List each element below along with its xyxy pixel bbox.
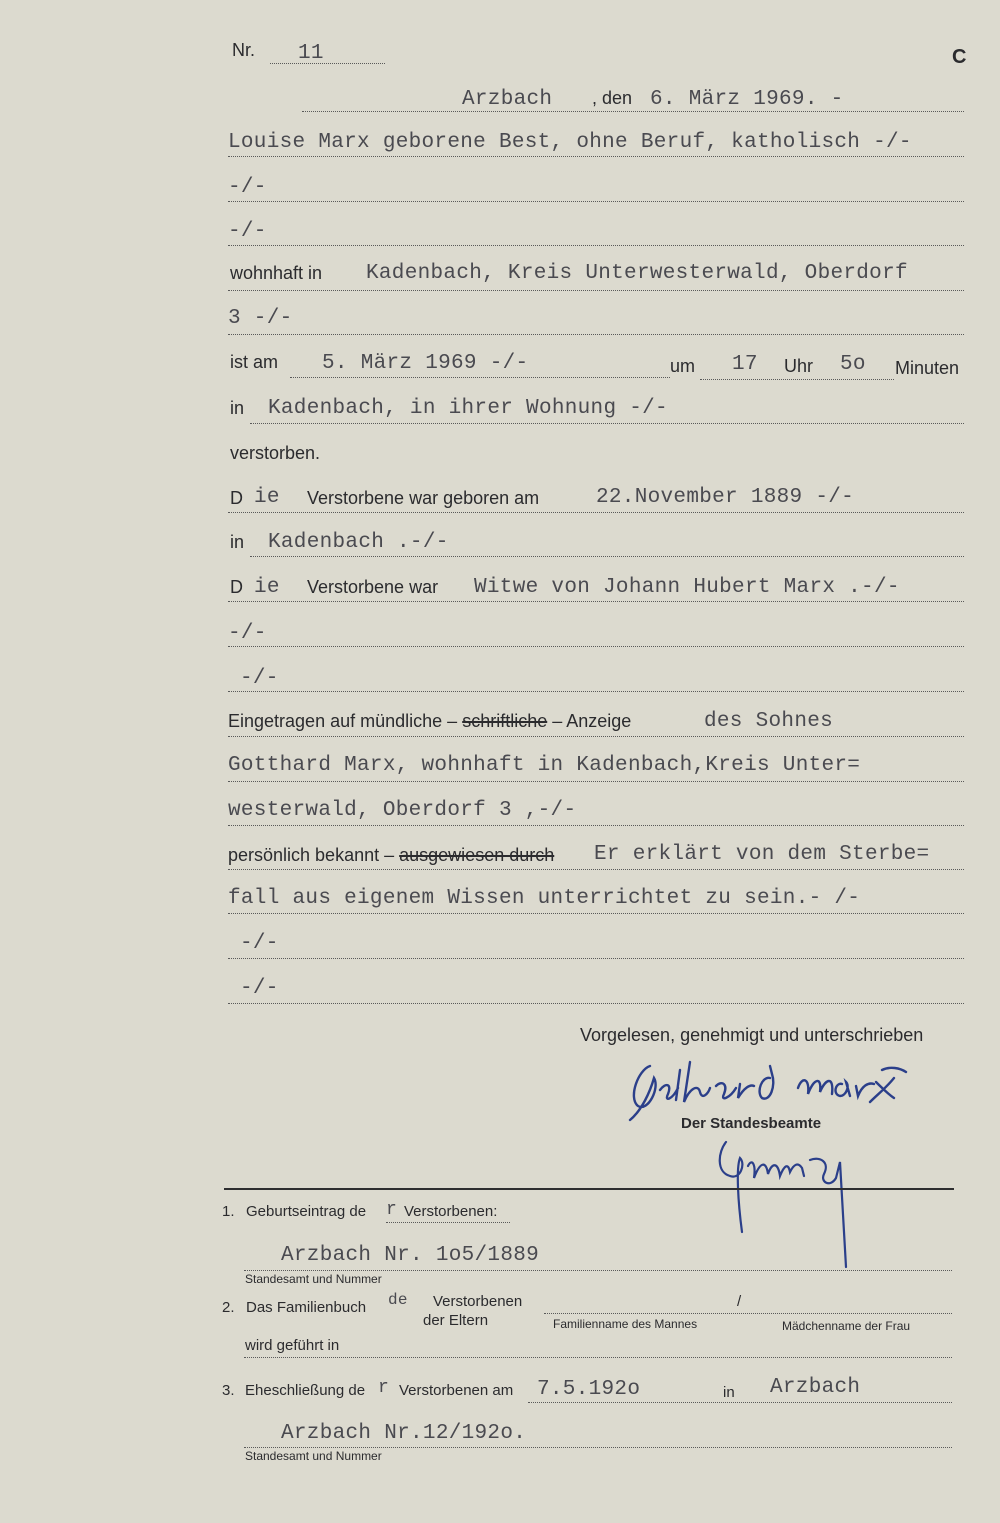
note-2-option-parents: der Eltern [423,1312,489,1329]
birth-date-value: 22.November 1889 -/- [596,486,855,509]
corner-letter: C [952,46,967,68]
note-3-label-b: Verstorbenen am [399,1382,514,1399]
person-dotted-line-2 [228,201,964,202]
note-1-dotted-line [386,1222,510,1223]
death-place-dotted-line [250,423,964,424]
death-date-value: 5. März 1969 -/- [322,352,529,375]
birth-place-value: Kadenbach .-/- [268,531,449,554]
note-3-date: 7.5.192o [537,1378,641,1401]
status-label: Verstorbene war [307,577,439,597]
official-signature [690,1122,870,1282]
note-3-value-dotted-line [244,1447,952,1448]
report-dotted-line-5 [228,958,964,959]
number-dotted-line [270,63,385,64]
report-label-b: – Anzeige [552,711,632,731]
note-2-slash: / [737,1293,742,1310]
note-3-number: 3. [222,1382,235,1399]
report-value-3: westerwald, Oberdorf 3 ,-/- [228,799,577,822]
section-divider [224,1188,954,1190]
report-dotted-line-6 [228,1003,964,1004]
report-dotted-line-3 [228,825,964,826]
report-dotted-line-2 [228,781,964,782]
note-2-dotted-line [544,1313,952,1314]
report-value-1: des Sohnes [704,710,834,733]
note-2-kept-in: wird geführt in [245,1337,340,1354]
status-line-3: -/- [240,667,279,690]
note-1-label-b: Verstorbenen: [404,1203,498,1220]
note-2-label: Das Familienbuch [246,1299,367,1316]
birth-prefix-printed: D [230,488,243,508]
note-3-in-label: in [723,1384,735,1401]
number-label: Nr. [232,40,256,60]
status-prefix-printed: D [230,577,243,597]
known-label [228,845,554,866]
person-dotted-line-3 [228,245,964,246]
residence-label: wohnhaft in [230,263,323,283]
report-value-2: Gotthard Marx, wohnhaft in Kadenbach,Kreis Unter= [228,754,861,777]
report-label [228,711,631,732]
date-label: , den [592,88,633,108]
note-1-value-dotted-line [244,1270,952,1271]
known-dotted-line [228,869,964,870]
note-2-number: 2. [222,1299,235,1316]
status-prefix-typed: ie [254,576,280,599]
status-dotted-line [228,601,964,602]
report-line-6: -/- [240,977,279,1000]
known-value: Er erklärt von dem Sterbe= [594,843,930,866]
official-label: Der Standesbeamte [681,1115,822,1132]
report-label-struck: schriftliche [462,711,548,731]
report-label-a: Eingetragen auf mündliche – [228,711,458,731]
person-line-2: -/- [228,176,267,199]
residence-continued: 3 -/- [228,307,293,330]
note-2-caption-husband: Familienname des Mannes [553,1317,698,1331]
deceased-verb: verstorben. [230,443,321,463]
residence-dotted-line [228,290,964,291]
date-dotted-line [302,111,964,112]
status-line-2: -/- [228,622,267,645]
report-line-5: -/- [240,932,279,955]
status-dotted-line-2 [228,646,964,647]
registry-date: 6. März 1969. - [650,88,844,111]
note-2-option-deceased: Verstorbenen [433,1293,523,1310]
note-1-number: 1. [222,1203,235,1220]
death-date-label: ist am [230,352,279,372]
note-1-label: Geburtseintrag de [246,1203,367,1220]
birth-prefix-typed: ie [254,486,280,509]
birth-place-dotted-line [250,556,964,557]
known-label-struck: ausgewiesen durch [399,845,555,865]
note-2-typed: de [388,1291,408,1309]
note-1-value: Arzbach Nr. 1o5/1889 [281,1244,540,1267]
status-dotted-line-3 [228,691,964,692]
note-1-typed: r [386,1200,398,1220]
person-dotted-line-1 [228,156,964,157]
death-place-value: Kadenbach, in ihrer Wohnung -/- [268,397,668,420]
report-dotted-line-1 [228,736,964,737]
number-value: 11 [298,42,324,65]
report-dotted-line-4 [228,913,964,914]
minutes-label: Minuten [895,358,960,378]
birth-dotted-line [228,512,964,513]
note-1-caption: Standesamt und Nummer [245,1272,382,1286]
registry-place: Arzbach [462,88,553,111]
death-time-label: um [670,356,696,376]
note-3-dotted-line [528,1402,952,1403]
hour-label: Uhr [784,356,814,376]
status-value: Witwe von Johann Hubert Marx .-/- [474,576,900,599]
residence-dotted-line-2 [228,334,964,335]
person-name-line: Louise Marx geborene Best, ohne Beruf, katholisch -/- [228,131,912,154]
birth-place-label: in [230,532,245,552]
death-hour: 17 [732,353,758,376]
note-3-value: Arzbach Nr.12/192o. [281,1422,527,1445]
note-2-kept-dotted-line [244,1357,952,1358]
note-3-caption: Standesamt und Nummer [245,1449,382,1463]
residence-value: Kadenbach, Kreis Unterwesterwald, Oberdorf [366,262,908,285]
birth-label: Verstorbene war geboren am [307,488,540,508]
note-3-place: Arzbach [770,1376,861,1399]
closing-text: Vorgelesen, genehmigt und unterschrieben [580,1025,924,1045]
death-time-dotted-line [700,379,894,380]
report-value-4: fall aus eigenem Wissen unterrichtet zu sein.- /- [228,887,861,910]
known-label-text: persönlich bekannt – [228,845,395,865]
death-place-label: in [230,398,245,418]
death-date-dotted-line [290,377,670,378]
note-3-typed: r [378,1378,390,1398]
note-3-label: Eheschließung de [245,1382,366,1399]
note-2-caption-wife: Mädchenname der Frau [782,1319,911,1333]
person-line-3: -/- [228,220,267,243]
death-minutes: 5o [840,353,866,376]
